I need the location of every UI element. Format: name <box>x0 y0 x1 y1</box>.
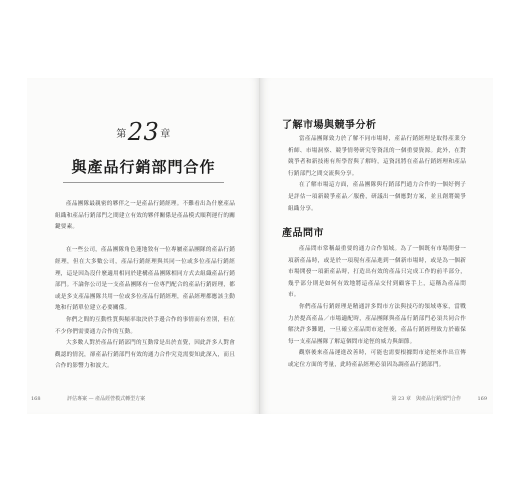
running-head: 第 23 章 與產品行銷部門合作 <box>391 396 461 402</box>
chapter-suffix: 章 <box>160 129 171 140</box>
page-number: 169 <box>477 396 487 402</box>
paragraph: 產品問市常稱最重要的通力合作領域。為了一個既有市場開發一項新產品時，或是於一項現有產品進到一個新市場時，或是為一個新市場開發一項新產品時，打造出有效的產品只完成工作的前半部分，幾乎部分則是如何有效地將這產品交付到顧客手上，這稱為產品問市。 <box>288 246 466 299</box>
chapter-prefix: 第 <box>116 129 127 140</box>
left-page <box>27 78 260 414</box>
chapter-number-digits: 23 <box>127 118 160 146</box>
paragraph: 你們之間的互動性質與頻率取決於手邊合作的事情而有差別，但在不少你們需要通力合作的互動。 <box>55 316 235 335</box>
chapter-divider <box>63 182 224 183</box>
chapter-number <box>27 118 260 146</box>
left-body-text <box>55 199 235 373</box>
right-body-text-1 <box>288 134 466 215</box>
chapter-title: 與產品行銷部門合作 <box>71 158 216 176</box>
paragraph: 大多數人對於產品行銷部門的互動常是出於直覺，因此許多人對會觀認的情況，卻產品行銷部門有效的通力合作究竟需要知此深入，而且合作的影響力和波大。 <box>55 340 235 370</box>
right-page <box>260 78 493 414</box>
paragraph: 在了解市場這方面，產品團隊與行銷部門通力合作的一個好例子是評估一項新競爭產品／服務，研議出一個應對方案，並且創將競爭組織分享。 <box>288 182 466 212</box>
paragraph: 產品團隊最親密的夥伴之一是產品行銷經理。不難看出為什麼產品組織和產品行銷部門之間建立有效的夥伴關係是產品模式順利運行的關鍵要素。 <box>55 201 235 231</box>
paragraph: 在一些公司，產品團隊角色蓮地敘有一位專屬產品團隊的產品行銷經理，但在大多數公司，產品行銷經理與其同一位或多位產品行銷經理，這是因為沒什麼適用相同於建構產品團隊相同方式去組織產品行銷部門。不論你公司是一支產品團隊有一位專門配合的產品行銷經理，都或是多支產品團隊共用一位或多位產品行銷經理，產品經理都應該主動地和行銷單位建立必要關係。 <box>55 247 235 312</box>
paragraph: 你們產品行銷經理是精通評多問市方法與技巧的領域專家，當戰力於提高產品／市場適配時，產品團隊與產品行銷部門必須共同合作解決許多難題，一旦確立產品問市途徑後，產品行銷經理致力於確保每一支產品團隊了解這個問市途徑的威力與細節。 <box>288 303 466 345</box>
paragraph: 觀察後來產品運進改善時，可能也需要根據問市途徑來作出宣傳或定位方面的考量，此時產品經理必須因為調產品行銷部門。 <box>288 350 466 368</box>
right-body-text-2 <box>288 244 466 372</box>
page-number: 168 <box>31 396 41 402</box>
section-title: 產品問市 <box>282 228 324 239</box>
chapter-heading <box>27 118 260 177</box>
section-title: 了解市場與競爭分析 <box>282 120 377 131</box>
paragraph: 當產品團隊致力於了解不同市場時，產品行銷經理是取得產業分析師、市場洞察、競爭情勢研究等資訊的一個重要資源。此外，在對競爭者和新技術有所學習與了解時，這資訊將在產品行銷經理和產品行銷部門之間交流與分享。 <box>288 136 466 177</box>
running-head: 評估專案 — 產品經營模式轉型方案 <box>67 396 146 402</box>
